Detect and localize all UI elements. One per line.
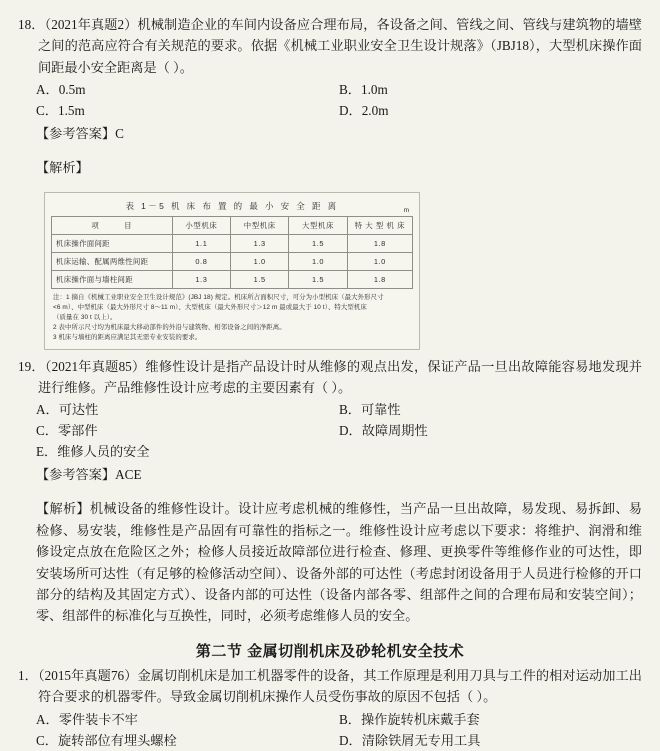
- question-18-answer: 【参考答案】C: [36, 125, 124, 141]
- column-header-large: 大型机床: [289, 216, 347, 234]
- column-header-small: 小型机床: [172, 216, 230, 234]
- cell-value: 1.3: [231, 234, 289, 252]
- question-19-options: [18, 400, 642, 463]
- option-d: D．2.0m: [339, 102, 389, 118]
- question-19-explanation: 【解析】机械设备的维修性设计。设计应考虑机械的维修性，当产品一旦出故障，易发现、易拆卸、易检修、易安装，维修性是产品固有可靠性的指标之一。维修性设计应考虑以下要求：将维护、润滑和维修设定点放在危险区之外；检修人员接近故障部位进行检查、修理、更换零件等维修作业的可达性，即安装场所可达性（有足够的检修活动空间）、设备外部的可达性（考虑封闭设备用于人员进行检修的开口部分的结构及其固定方式）、设备内部的可达性（设备内部各零、组部件之间的合理布局和安装空间）；零、组部件的标准化与互换性，同时，必须考虑维修人员的安全。: [36, 501, 642, 624]
- option-a: A．0.5m: [36, 82, 86, 98]
- cell-value: 1.0: [347, 252, 412, 270]
- option-row: [18, 80, 642, 101]
- row-label: 机床操作面间距: [52, 234, 173, 252]
- question-18-stem: 18．（2021年真题2）机械制造企业的车间内设备应合理布局，各设备之间、管线之间、管线与建筑物的墙壁之间的范高应符合有关规范的要求。依据《机械工业职业安全卫生设计规落》（JBJ18），大型机床操作面间距最小安全距离是（ ）。: [18, 17, 642, 75]
- figure-note: <6 m）、中型机床（最大外形尺寸 8～11 m）、大型机床（最大外形尺寸＞12 m 最或最大于 10 t）、特大型机床: [53, 303, 367, 311]
- cell-value: 1.5: [289, 234, 347, 252]
- option-row: [18, 710, 642, 731]
- option-c: C．零部件: [36, 423, 98, 439]
- row-label: 机床运输、配属两维性间距: [52, 252, 173, 270]
- cell-value: 1.1: [172, 234, 230, 252]
- column-header-item: 项 目: [52, 216, 173, 234]
- table-row: [52, 234, 413, 252]
- option-d: D．故障周期性: [339, 423, 428, 439]
- figure-note: （质量在 30 t 以上）。: [53, 313, 117, 321]
- table-row: [52, 270, 413, 288]
- option-row: [18, 731, 642, 751]
- figure-unit: m: [403, 206, 409, 214]
- table-header-row: [52, 216, 413, 234]
- figure-notes: [51, 293, 413, 343]
- option-c: C．1.5m: [36, 102, 85, 118]
- cell-value: 1.0: [289, 252, 347, 270]
- question-18: [18, 14, 642, 179]
- option-c: C．旋转部位有埋头螺栓: [36, 732, 177, 748]
- question-1-stem: 1．（2015年真题76）金属切削机床是加工机器零件的设备，其工作原理是利用刀具与工件的相对运动加工出符合要求的机器零件。导致金属切削机床操作人员受伤事故的原因不包括（ ）。: [18, 667, 642, 705]
- figure-machine-spacing-table: [44, 192, 420, 350]
- figure-title: 表 1－5 机 床 布 置 的 最 小 安 全 距 离: [125, 200, 339, 211]
- option-d: D．清除铁屑无专用工具: [339, 732, 481, 748]
- option-b: B．1.0m: [339, 82, 388, 98]
- option-row: [18, 421, 642, 442]
- option-b: B．操作旋转机床戴手套: [339, 711, 480, 727]
- question-19-answer: 【参考答案】ACE: [36, 466, 142, 482]
- cell-value: 1.5: [289, 270, 347, 288]
- cell-value: 0.8: [172, 252, 230, 270]
- option-b: B．可靠性: [339, 402, 401, 418]
- question-19: [18, 356, 642, 627]
- cell-value: 1.8: [347, 270, 412, 288]
- option-row: [18, 400, 642, 421]
- option-a: A．零件装卡不牢: [36, 711, 138, 727]
- column-header-medium: 中型机床: [231, 216, 289, 234]
- cell-value: 1.0: [231, 252, 289, 270]
- figure-note-head: 注：1 摘自《机械工业职业安全卫生设计规范》(JBJ 18) 规定。机床所占面积尺寸，可分为小型机床（最大外形尺寸: [53, 293, 384, 301]
- figure-note: 3 机床与墙柱的距离应满足其无需专业安装的要求。: [53, 333, 202, 341]
- option-e: E．维修人员的安全: [36, 444, 150, 460]
- column-header-extralarge: 特 大 型 机 床: [347, 216, 412, 234]
- cell-value: 1.8: [347, 234, 412, 252]
- row-label: 机床操作面与墙柱间距: [52, 270, 173, 288]
- cell-value: 1.5: [231, 270, 289, 288]
- cell-value: 1.3: [172, 270, 230, 288]
- option-a: A．可达性: [36, 402, 99, 418]
- section-title: 第二节 金属切削机床及砂轮机安全技术: [195, 642, 465, 660]
- question-18-options: [18, 80, 642, 122]
- question-1-options: [18, 710, 642, 751]
- question-1: [18, 665, 642, 751]
- option-row: [18, 101, 642, 122]
- question-19-stem: 19．（2021年真题85）维修性设计是指产品设计时从维修的观点出发，保证产品一旦出故障能容易地发现并进行维修。产品维修性设计应考虑的主要因素有（ ）。: [18, 358, 642, 395]
- question-18-explanation-label: 【解析】: [36, 160, 89, 176]
- figure-note: 2 表中所示尺寸均为机床最大移动部件的外沿与建筑物、相邻设备之间的净距离。: [53, 323, 286, 331]
- figure-table: [51, 216, 413, 289]
- table-row: [52, 252, 413, 270]
